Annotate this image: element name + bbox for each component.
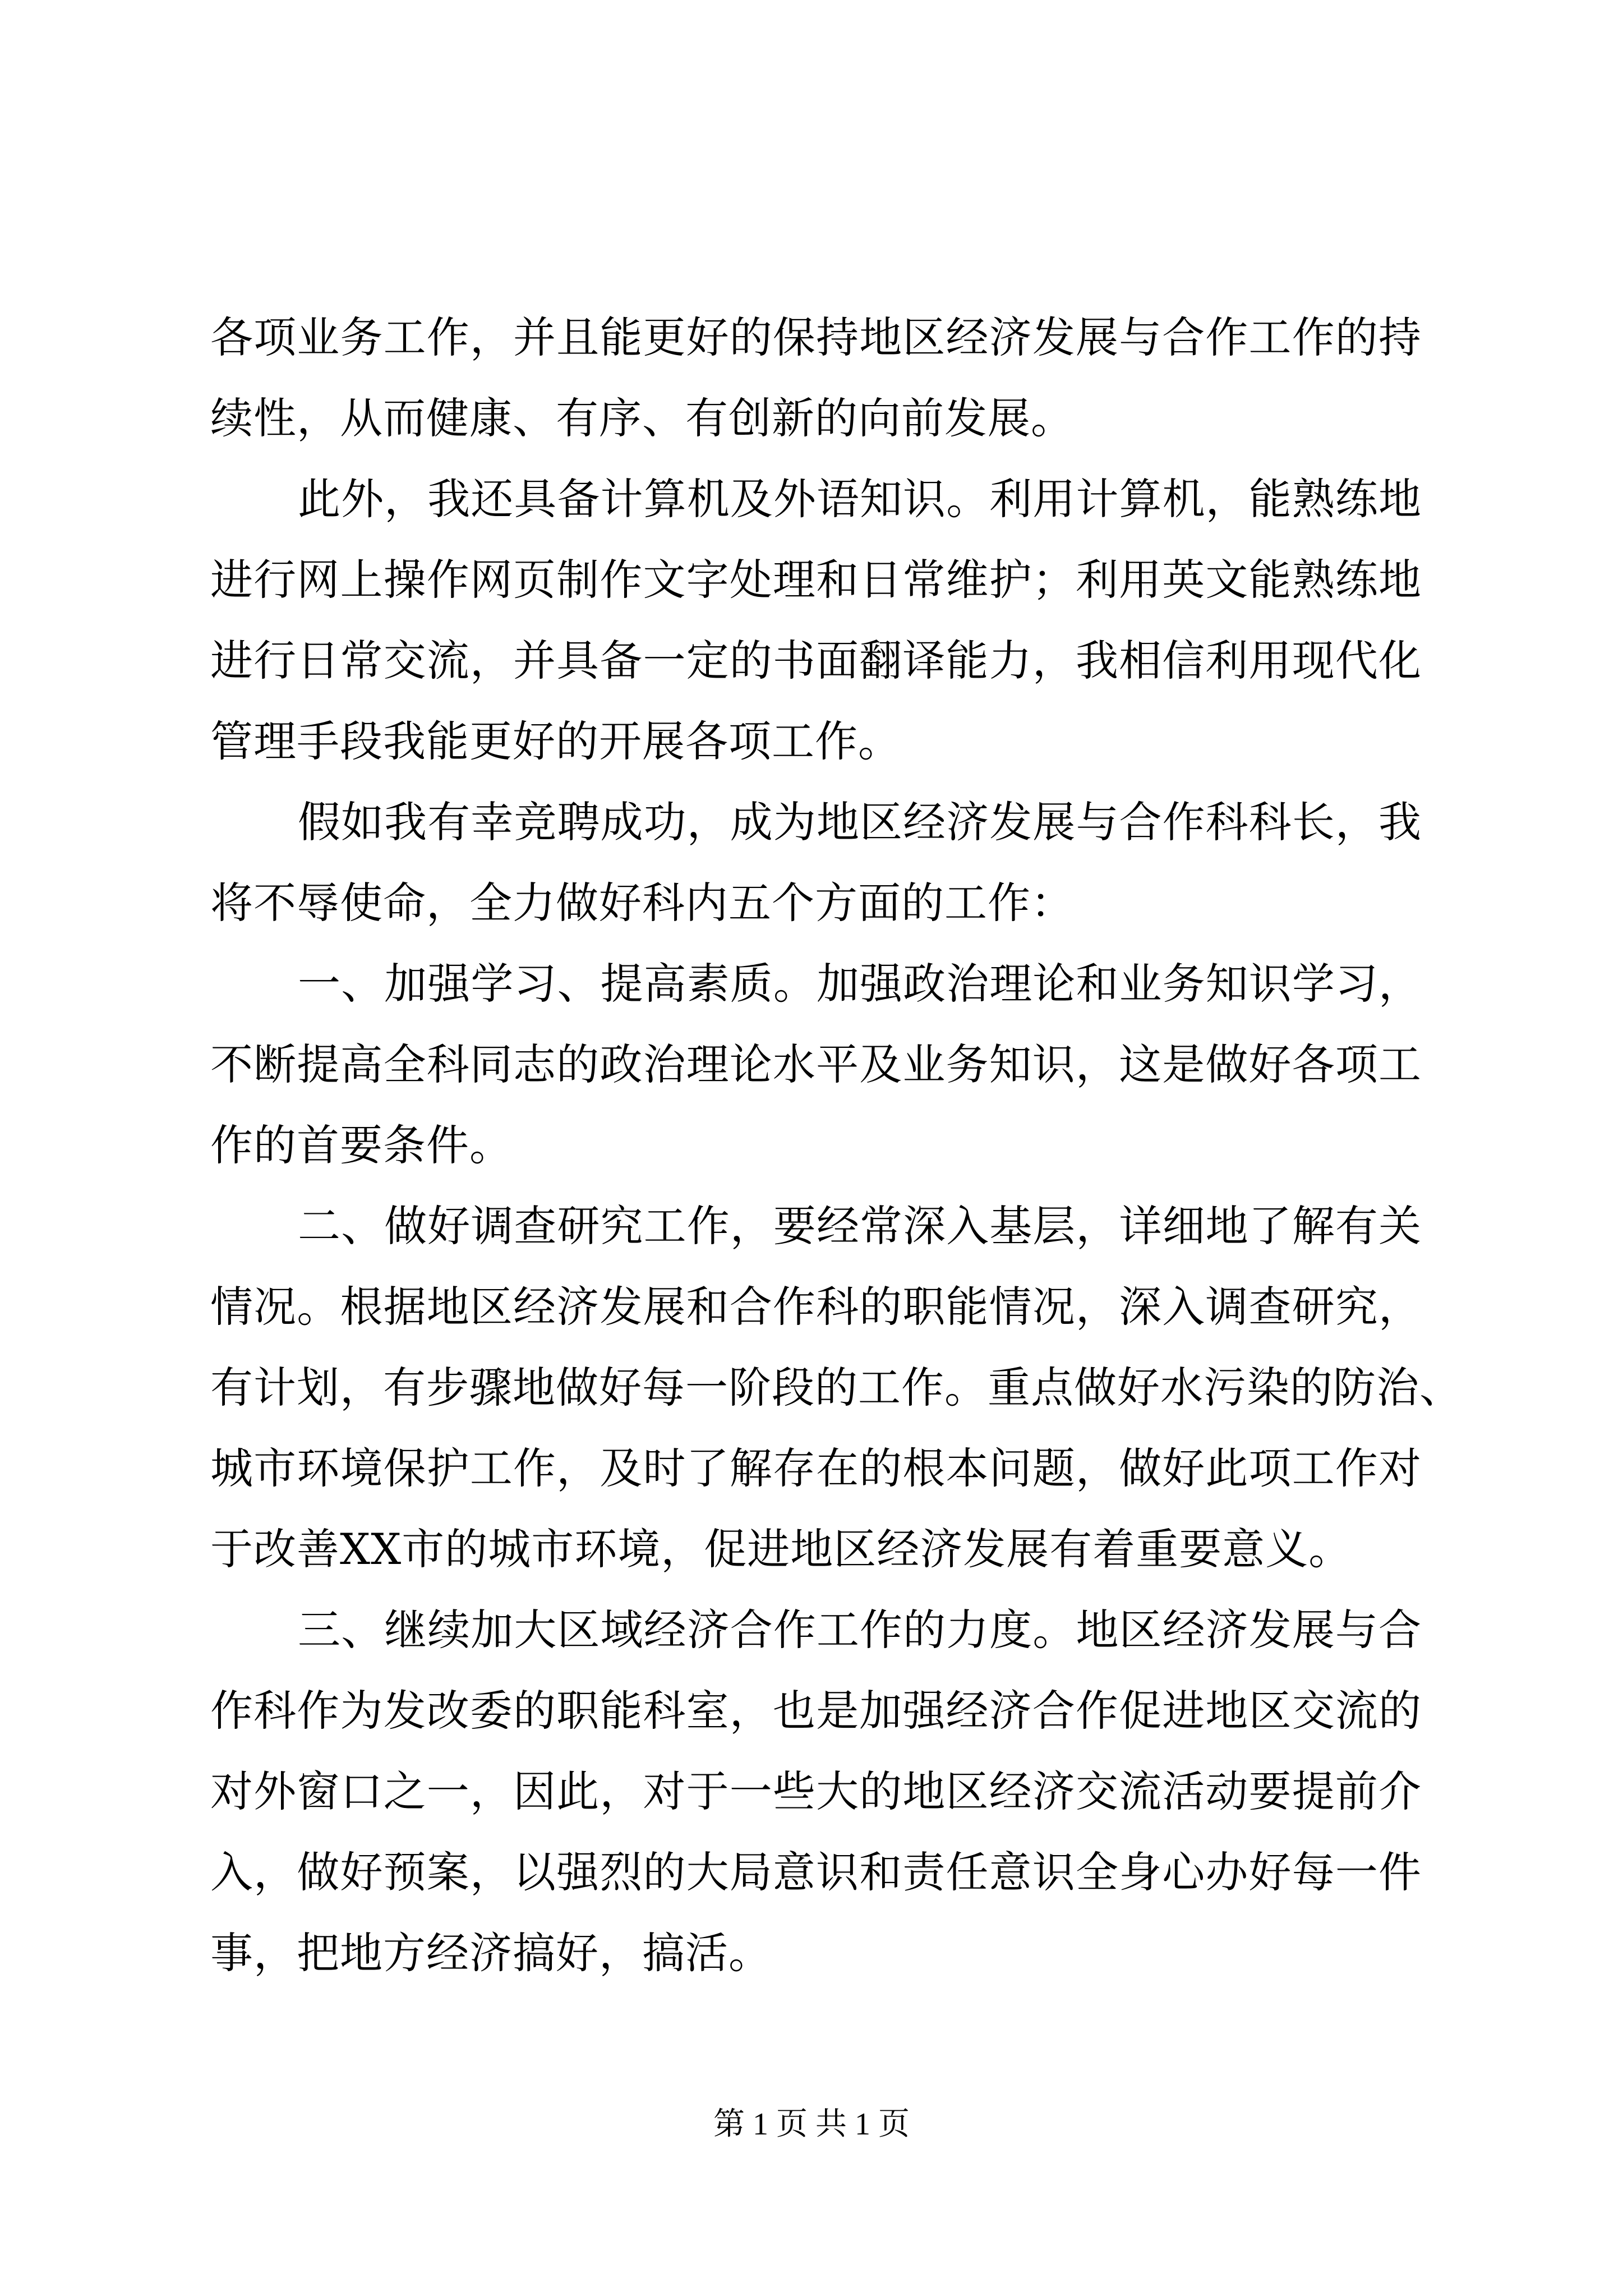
paragraph-start-line: 此外，我还具备计算机及外语知识。利用计算机，能熟练地 [298,474,1422,524]
text-line: 管理手段我能更好的开展各项工作。 [210,716,901,766]
text-line: 城市环境保护工作，及时了解存在的根本问题，做好此项工作对 [210,1443,1422,1493]
text-line: 不断提高全科同志的政治理论水平及业务知识，这是做好各项工 [210,1039,1422,1089]
text-line: 进行日常交流，并具备一定的书面翻译能力，我相信利用现代化 [210,636,1422,685]
paragraph-start-line: 一、加强学习、提高素质。加强政治理论和业务知识学习， [298,959,1422,1009]
text-line: 对外窗口之一，因此，对于一些大的地区经济交流活动要提前介 [210,1766,1422,1816]
text-line: 进行网上操作网页制作文字处理和日常维护；利用英文能熟练地 [210,555,1422,605]
page-footer: 第 1 页 共 1 页 [713,2107,910,2142]
text-line: 有计划，有步骤地做好每一阶段的工作。重点做好水污染的防治、 [210,1363,1463,1412]
text-line: 事，把地方经济搞好，搞活。 [210,1928,772,1978]
text-line: 作的首要条件。 [210,1120,513,1170]
text-line: 情况。根据地区经济发展和合作科的职能情况，深入调查研究， [210,1282,1422,1332]
paragraph-start-line: 假如我有幸竞聘成功，成为地区经济发展与合作科科长，我 [298,797,1422,847]
document-body [210,297,1463,1994]
text-line: 作科作为发改委的职能科室，也是加强经济合作促进地区交流的 [210,1686,1422,1736]
text-line: 将不辱使命，全力做好科内五个方面的工作： [210,878,1074,928]
paragraph-start-line: 三、继续加大区域经济合作工作的力度。地区经济发展与合 [298,1605,1422,1655]
paragraph-start-line: 二、做好调查研究工作，要经常深入基层，详细地了解有关 [298,1201,1422,1251]
text-line: 入，做好预案，以强烈的大局意识和责任意识全身心办好每一件 [210,1847,1422,1897]
text-line: 各项业务工作，并且能更好的保持地区经济发展与合作工作的持 [210,312,1422,362]
text-line: 续性，从而健康、有序、有创新的向前发展。 [210,393,1074,443]
text-line: 于改善XX市的城市环境，促进地区经济发展有着重要意义。 [210,1524,1352,1574]
